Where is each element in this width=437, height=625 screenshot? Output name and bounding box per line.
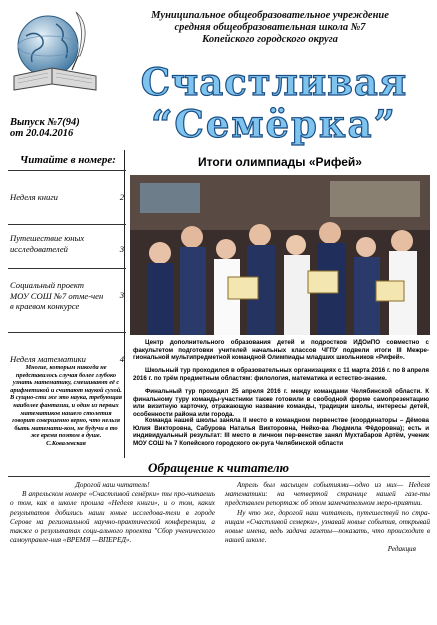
appeal-paragraph: Апрель был насыщен событиями—одно из них— Неделя математики: на четвертой странице нашей газе-ты представлен репортаж об этом замечательном меро-приятии. xyxy=(225,481,430,508)
appeal-greeting: Дорогой наш читатель! xyxy=(75,481,150,489)
appeal-signature: Редакция xyxy=(387,545,416,554)
article-paragraph: Финальный тур проходил 25 апреля 2016 г. между командами Челябинской области. К финальному туру команды-участники также готовили в свободной форме самопрезентацию или визитную карточку, отражающую название команды, традиции школы, интересы детей, особенности района или города. xyxy=(133,388,429,418)
epigraph-quote xyxy=(10,364,122,448)
school-name-line-1: Муниципальное общеобразовательное учреждение xyxy=(151,10,389,21)
newspaper-title-line-1: Счастливая xyxy=(140,60,408,104)
toc-item-page: 4 xyxy=(119,354,124,364)
appeal-divider xyxy=(8,476,430,477)
toc-item-page: 3 xyxy=(119,244,124,254)
appeal-column-right xyxy=(225,481,430,555)
toc-item-label[interactable]: Неделя книги xyxy=(10,192,58,202)
toc-divider xyxy=(8,268,126,269)
article-paragraph: Школьный тур проходился в образовательных организациях с 11 марта 2016 г. по 8 апреля 2016 г. по трём предметным областям: филология, математика и естество-знание. xyxy=(133,367,429,382)
toc-item-page: 3 xyxy=(119,290,124,300)
toc-item-label[interactable]: Путешествие юных исследователей xyxy=(10,233,85,254)
appeal-column-left xyxy=(10,481,215,545)
toc-item-label[interactable]: Неделя математики xyxy=(10,354,86,364)
article-paragraph: Центр дополнительного образования детей и подростков ИДОиПО совместно с факультетом подготовки учителей начальных классов ЧГПУ подвели итоги III Межре-гиональной мультипредметной командной Олимпиады младших школьников «Рифей». xyxy=(133,339,429,362)
quote-author: С.Ковалевская xyxy=(46,439,86,447)
toc-item-page: 2 xyxy=(119,192,124,202)
article-paragraph: Команда нашей школы заняла II место в командном первенстве (координаторы – Дёмова Юлия Викторовна, Сабурова Наталья Викторовна, Нейко-ва Людмила Фёдоровна); есть и индивидуальный результат: III место в личном пер-венстве занял Мухтабаров Артём, ученик МОУ СОШ № 7 Копейского городского ок-руга Челябинской области xyxy=(133,417,429,447)
toc-divider xyxy=(8,332,126,333)
appeal-paragraph: Ну что же, дорогой наш читатель, путешествуй по стра-ницам «Счастливой семерки», узнавай новые события, открывай новые имена, ведь задача газеты—показать, что происходит в нашей школе. xyxy=(225,508,430,545)
olympiad-team-photo xyxy=(130,175,430,335)
school-logo xyxy=(6,6,104,100)
article-title: Итоги олимпиады «Рифей» xyxy=(198,155,362,169)
issue-number: Выпуск №7(94) xyxy=(10,117,80,128)
appeal-paragraph: В апрельском номере «Счастливой семёрки» ты про-читаешь о том, как в школе прошла «Неделя книги», и о том, каких результатов добились наши юные исследова-тели в городе Серове на региональной научно-практической конференции, а также о результатах соци-ального проекта "Сбор ученического самоуправле-ния «ВРЕМЯ —ВПЕРЕД». xyxy=(10,490,215,545)
toc-item-label[interactable]: Социальный проект МОУ СОШ №7 отме-чен в краевом конкурсе xyxy=(10,280,104,311)
newspaper-title-line-2: “Семёрка” xyxy=(151,102,397,146)
toc-heading: Читайте в номере: xyxy=(20,154,116,166)
quote-text: Многие, которым никогда не представилось случая более глубоко узнать математику, смешивают её с арифметикой и считают наукой сухой. В сущно-сти же это наука, требующая наиболее фантазии, и один из первых математиков нашего столетия говорит совершенно верно, что нельзя быть математи-ком, не будучи в то же время поэтом в душе. xyxy=(10,364,122,440)
toc-divider xyxy=(8,224,126,225)
school-name-line-2: средняя общеобразовательная школа №7 xyxy=(174,22,366,33)
issue-date: от 20.04.2016 xyxy=(10,128,74,139)
toc-divider xyxy=(8,170,126,171)
school-name-line-3: Копейского городского округа xyxy=(202,34,338,45)
appeal-title: Обращение к читателю xyxy=(148,460,289,475)
